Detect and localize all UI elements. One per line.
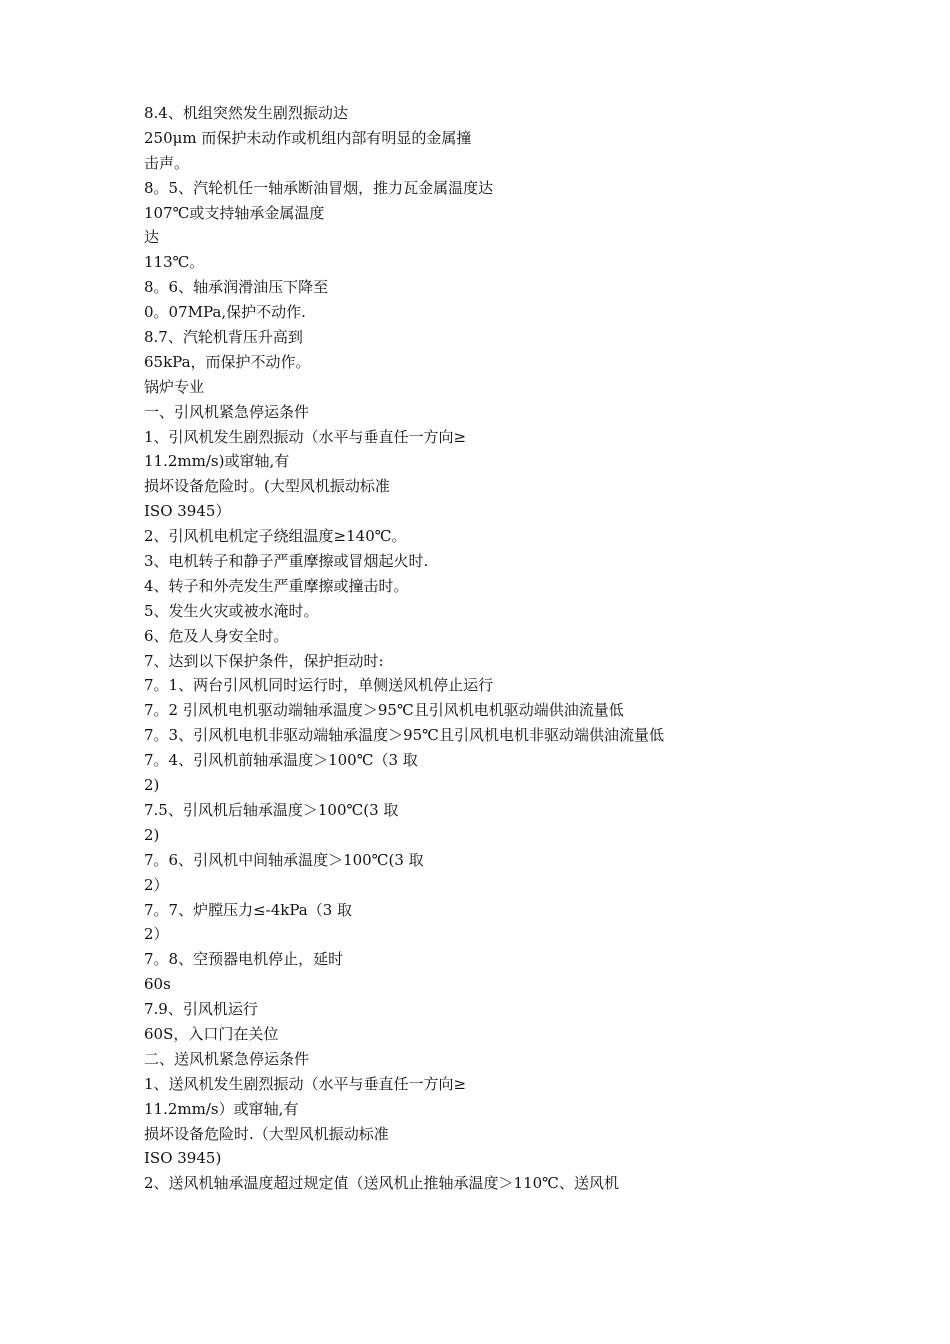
text-line: 3、电机转子和静子严重摩擦或冒烟起火时. xyxy=(144,552,429,571)
text-line: 113℃。 xyxy=(144,253,205,272)
text-line: 11.2mm/s)或窜轴,有 xyxy=(144,452,290,471)
text-line: 8.4、机组突然发生剧烈振动达 xyxy=(144,104,348,122)
text-line: 7.9、引风机运行 xyxy=(144,1000,258,1019)
text-line: 2、引风机电机定子绕组温度≥140℃。 xyxy=(144,527,407,546)
section-heading: 锅炉专业 xyxy=(144,377,205,396)
text-line: 60S，入口门在关位 xyxy=(144,1024,279,1043)
text-line: 7。3、引风机电机非驱动端轴承温度＞95℃且引风机电机非驱动端供油流量低 xyxy=(144,726,664,745)
text-line: 11.2mm/s）或窜轴,有 xyxy=(144,1099,299,1118)
text-line: 1、送风机发生剧烈振动（水平与垂直任一方向≥ xyxy=(144,1074,467,1093)
text-line: 107℃或支持轴承金属温度 xyxy=(144,203,325,222)
text-line: 1、引风机发生剧烈振动（水平与垂直任一方向≥ xyxy=(144,427,467,446)
text-line: 250μm 而保护未动作或机组内部有明显的金属撞 xyxy=(144,128,472,147)
text-line: 8。6、轴承润滑油压下降至 xyxy=(144,278,329,297)
section-heading: 一、引风机紧急停运条件 xyxy=(144,402,310,421)
text-line: 60s xyxy=(144,975,171,994)
text-line: 7。7、炉膛压力≤-4kPa（3 取 xyxy=(144,900,353,919)
text-line: 7。2 引风机电机驱动端轴承温度＞95℃且引风机电机驱动端供油流量低 xyxy=(144,701,624,720)
text-line: 8.7、汽轮机背压升高到 xyxy=(144,328,303,347)
text-line: 2） xyxy=(144,875,169,894)
text-line: 7。6、引风机中间轴承温度＞100℃(3 取 xyxy=(144,850,424,869)
text-line: 7。8、空预器电机停止，延时 xyxy=(144,950,344,969)
text-line: 65kPa，而保护不动作。 xyxy=(144,352,311,371)
text-line: 6、危及人身安全时。 xyxy=(144,626,289,645)
text-line: 2、送风机轴承温度超过规定值（送风机止推轴承温度＞110℃、送风机 xyxy=(144,1174,619,1193)
text-line: 7、达到以下保护条件，保护拒动时: xyxy=(144,651,384,670)
text-line: 2） xyxy=(144,925,169,944)
text-line: 击声。 xyxy=(144,153,190,172)
text-line: 5、发生火灾或被水淹时。 xyxy=(144,601,319,620)
text-line: 7.5、引风机后轴承温度＞100℃(3 取 xyxy=(144,800,399,819)
text-line: 8。5、汽轮机任一轴承断油冒烟，推力瓦金属温度达 xyxy=(144,178,494,197)
text-line: 损坏设备危险时。(大型风机振动标准 xyxy=(144,477,390,496)
document-body xyxy=(144,101,904,1196)
text-line: 0。07MPa,保护不动作. xyxy=(144,303,306,322)
text-line: 2) xyxy=(144,825,160,844)
section-heading: 二、送风机紧急停运条件 xyxy=(144,1049,310,1068)
text-line: 2) xyxy=(144,776,160,795)
text-line: 4、转子和外壳发生严重摩擦或撞击时。 xyxy=(144,576,409,595)
text-line: 损坏设备危险时.（大型风机振动标准 xyxy=(144,1124,389,1143)
text-line: 达 xyxy=(144,228,160,247)
text-line: ISO 3945） xyxy=(144,502,231,521)
text-line: 7。4、引风机前轴承温度＞100℃（3 取 xyxy=(144,751,418,770)
text-line: 7。1、两台引风机同时运行时，单侧送风机停止运行 xyxy=(144,676,494,695)
text-line: ISO 3945) xyxy=(144,1149,222,1168)
